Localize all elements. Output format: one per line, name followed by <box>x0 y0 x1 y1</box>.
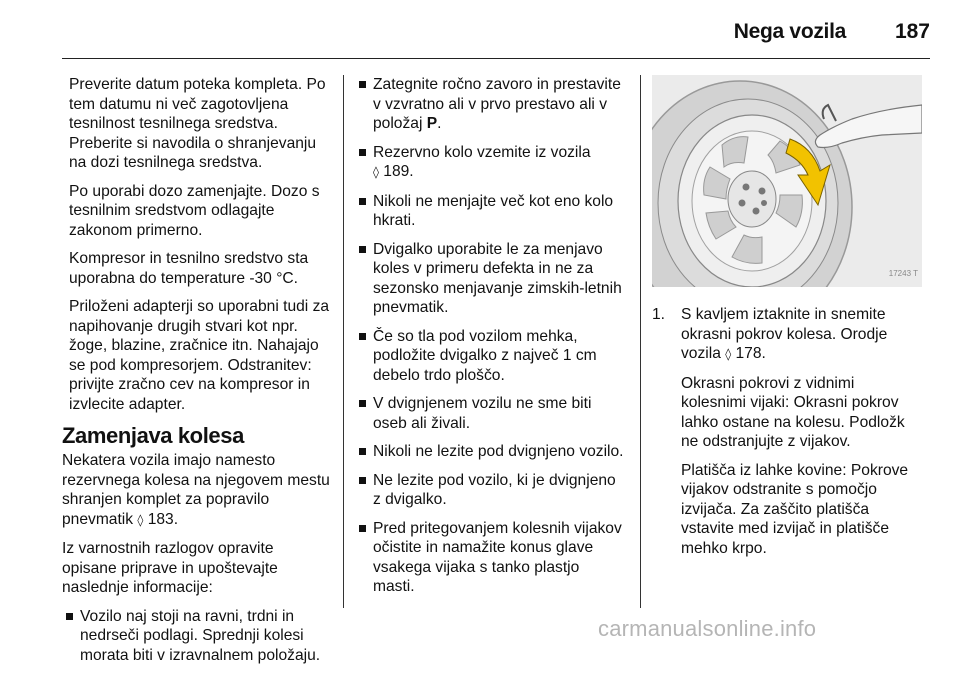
step-text: S kavljem iztaknite in snemite okrasni pokrov kolesa. Orodje vozila <box>681 306 888 362</box>
bullet-square-icon <box>359 477 366 484</box>
step-paragraph: Platišča iz lahke kovine: Pokrove vijakov odstranite s pomočjo izvijača. Za zaščito platišča vstavite med izvijač in platišče mehko krpo. <box>681 461 909 557</box>
paragraph: Kompresor in tesnilno sredstvo sta uporabna do temperature -30 °C. <box>69 250 309 287</box>
step-item <box>652 305 922 365</box>
bullet-item <box>355 394 625 433</box>
page-reference-icon: ◊ <box>373 165 379 179</box>
column-middle <box>355 75 625 606</box>
bullet-item <box>355 240 625 318</box>
bullet-text: Rezervno kolo vzemite iz vozila <box>373 143 591 161</box>
page-reference-icon: ◊ <box>725 347 732 361</box>
step-number: 1. <box>652 306 666 323</box>
column-divider <box>343 75 344 608</box>
step-paragraph: Okrasni pokrovi z vidnimi kolesnimi vijaki: Okrasni pokrov lahko ostane na kolesu. Podložk ne odstranjujte z vijakov. <box>681 374 905 450</box>
bullet-text: Ne lezite pod vozilo, ki je dvignjeno z dvigalko. <box>373 471 616 508</box>
bullet-square-icon <box>359 81 366 88</box>
page-reference[interactable]: 178. <box>735 345 766 362</box>
page-reference-icon: ◊ <box>137 512 144 527</box>
page-reference[interactable]: 183. <box>147 510 179 528</box>
page-header-title: Nega vozila <box>733 20 846 43</box>
paragraph-text: Nekatera vozila imajo namesto rezervnega kolesa na njegovem mestu shranjen komplet za popravilo pnevmatik <box>62 452 330 528</box>
bullet-square-icon <box>359 525 366 532</box>
section-title: Zamenjava kolesa <box>62 423 244 448</box>
header-rule <box>62 58 930 59</box>
bullet-square-icon <box>359 333 366 340</box>
bullet-text: Nikoli ne lezite pod dvignjeno vozilo. <box>373 443 624 460</box>
bullet-text: V dvignjenem vozilu ne sme biti oseb ali živali. <box>373 395 592 432</box>
bullet-text: Pred pritegovanjem kolesnih vijakov očistite in namažite konus glave vsakega vijaka s tanko plastjo masti. <box>373 519 622 595</box>
page-reference[interactable]: 189. <box>383 163 414 180</box>
paragraph: Po uporabi dozo zamenjajte. Dozo s tesnilnim sredstvom odlagajte zakonom primerno. <box>69 182 320 239</box>
paragraph: Preverite datum poteka kompleta. Po tem datumu ni več zagotovljena tesnilnost tesnilnega sredstva. Preberite si navodila o shranjevanju na dozi tesnilnega sredstva. <box>69 76 326 171</box>
bullet-item <box>355 519 625 597</box>
column-divider <box>640 75 641 608</box>
bullet-square-icon <box>359 246 366 253</box>
bullet-item <box>62 607 332 666</box>
column-left <box>62 75 332 674</box>
gear-position-p: P <box>426 115 438 132</box>
page-number: 187 <box>894 20 930 43</box>
bullet-item <box>355 192 625 231</box>
bullet-text: Vozilo naj stoji na ravni, trdni in nedrseči podlagi. Sprednji kolesi morata biti v izravnalnem položaju. <box>80 607 321 664</box>
figure-code: 17243 T <box>888 268 918 278</box>
watermark: carmanualsonline.info <box>598 616 817 641</box>
bullet-square-icon <box>359 448 366 455</box>
wheel-illustration-svg <box>652 75 922 287</box>
bullet-text: Nikoli ne menjajte več kot eno kolo hkrati. <box>373 192 614 229</box>
paragraph: Priloženi adapterji so uporabni tudi za napihovanje drugih stvari kot npr. žoge, blazine, zračnice itn. Nahajajo se pod kompresorjem. Odstranitev: privijte zračno cev na kompresor in izvlecite adapter. <box>69 298 330 413</box>
column-right <box>652 75 922 567</box>
wheel-cover-illustration <box>652 75 922 287</box>
bullet-item <box>355 327 625 386</box>
bullet-text-end: . <box>437 115 442 132</box>
bullet-text: Zategnite ročno zavoro in prestavite v vzvratno ali v prvo prestavo ali v položaj <box>373 76 621 132</box>
bullet-square-icon <box>359 400 366 407</box>
bullet-item <box>355 143 625 183</box>
bullet-text: Dvigalko uporabite le za menjavo koles v primeru defekta in ne za sezonsko menjavanje zimskih-letnih pnevmatik. <box>373 240 622 316</box>
bullet-item <box>355 471 625 510</box>
paragraph: Iz varnostnih razlogov opravite opisane priprave in upoštevajte naslednje informacije: <box>62 540 278 596</box>
paragraph <box>62 451 332 530</box>
bullet-square-icon <box>66 613 73 620</box>
bullet-item <box>355 75 625 134</box>
bullet-text: Če so tla pod vozilom mehka, podložite dvigalko z največ 1 cm debelo trdo ploščo. <box>373 327 597 384</box>
bullet-item <box>355 442 625 462</box>
bullet-square-icon <box>359 149 366 156</box>
bullet-square-icon <box>359 198 366 205</box>
